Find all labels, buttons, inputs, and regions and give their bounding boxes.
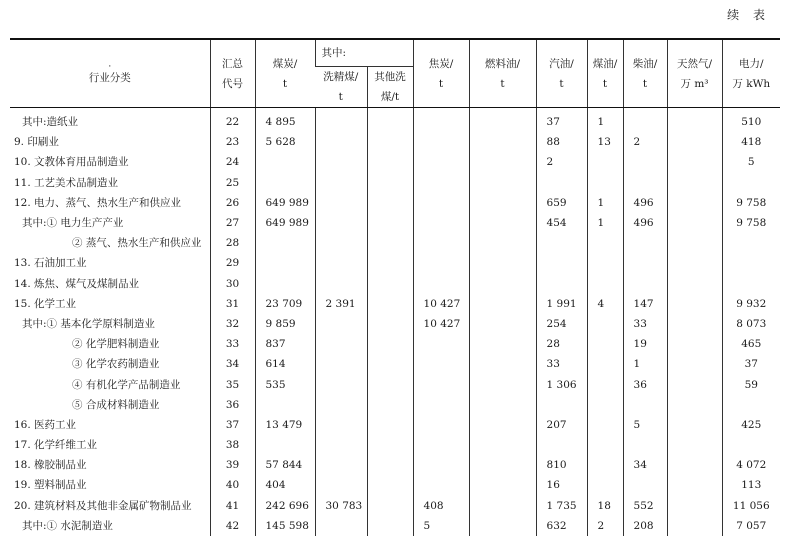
cell-washed-coal	[315, 193, 367, 213]
cell-other-washed-coal	[367, 173, 413, 193]
cell-fuel-oil	[469, 314, 536, 334]
table-row	[10, 496, 780, 516]
cell-gasoline: 632	[536, 516, 587, 536]
cell-other-washed-coal	[367, 152, 413, 172]
cell-category: ③ 化学农药制造业	[72, 358, 160, 371]
cell-electricity	[722, 435, 780, 455]
cell-category: ② 蒸气、热水生产和供应业	[72, 237, 202, 250]
cell-diesel	[623, 152, 667, 172]
cell-gasoline	[536, 253, 587, 273]
cell-fuel-oil	[469, 173, 536, 193]
cell-electricity: 465	[722, 334, 780, 354]
cell-washed-coal	[315, 314, 367, 334]
cell-fuel-oil	[469, 253, 536, 273]
cell-code: 22	[210, 108, 255, 133]
cell-other-washed-coal	[367, 213, 413, 233]
cell-raw-coal	[255, 435, 315, 455]
cell-raw-coal: 242 696	[255, 496, 315, 516]
cell-raw-coal	[255, 152, 315, 172]
cell-fuel-oil	[469, 475, 536, 495]
header-of-which: 其中:	[315, 39, 413, 67]
cell-raw-coal	[255, 233, 315, 253]
table-body	[10, 108, 780, 536]
table-row	[10, 108, 780, 133]
cell-diesel: 2	[623, 132, 667, 152]
table-row	[10, 435, 780, 455]
cell-other-washed-coal	[367, 314, 413, 334]
table-row	[10, 173, 780, 193]
cell-raw-coal: 614	[255, 354, 315, 374]
cell-fuel-oil	[469, 374, 536, 394]
cell-natural-gas	[667, 132, 722, 152]
cell-natural-gas	[667, 475, 722, 495]
cell-other-washed-coal	[367, 455, 413, 475]
cell-natural-gas	[667, 294, 722, 314]
cell-other-washed-coal	[367, 435, 413, 455]
cell-coke	[413, 193, 469, 213]
cell-diesel: 36	[623, 374, 667, 394]
cell-washed-coal	[315, 516, 367, 536]
cell-raw-coal: 9 859	[255, 314, 315, 334]
cell-gasoline: 28	[536, 334, 587, 354]
cell-fuel-oil	[469, 395, 536, 415]
cell-electricity: 59	[722, 374, 780, 394]
cell-code: 29	[210, 253, 255, 273]
cell-code: 42	[210, 516, 255, 536]
table-row	[10, 193, 780, 213]
cell-kerosene	[587, 152, 623, 172]
cell-washed-coal	[315, 253, 367, 273]
cell-electricity: 7 057	[722, 516, 780, 536]
cell-fuel-oil	[469, 455, 536, 475]
cell-gasoline	[536, 435, 587, 455]
cell-washed-coal	[315, 213, 367, 233]
cell-coke	[413, 108, 469, 133]
cell-washed-coal	[315, 274, 367, 294]
cell-kerosene	[587, 334, 623, 354]
cell-fuel-oil	[469, 193, 536, 213]
cell-diesel	[623, 274, 667, 294]
table-row	[10, 213, 780, 233]
cell-natural-gas	[667, 152, 722, 172]
cell-raw-coal	[255, 274, 315, 294]
cell-electricity: 113	[722, 475, 780, 495]
cell-natural-gas	[667, 314, 722, 334]
cell-category: 13. 石油加工业	[14, 257, 87, 270]
cell-kerosene	[587, 374, 623, 394]
cell-electricity: 9 932	[722, 294, 780, 314]
cell-gasoline: 454	[536, 213, 587, 233]
header-gasoline: 汽油/ t	[536, 39, 587, 108]
cell-diesel: 147	[623, 294, 667, 314]
cell-washed-coal	[315, 334, 367, 354]
cell-diesel: 33	[623, 314, 667, 334]
cell-code: 41	[210, 496, 255, 516]
cell-natural-gas	[667, 213, 722, 233]
cell-diesel	[623, 435, 667, 455]
cell-fuel-oil	[469, 213, 536, 233]
cell-kerosene: 1	[587, 213, 623, 233]
header-category-label: 行业分类	[88, 71, 131, 84]
cell-category: 其中:① 电力生产产业	[22, 217, 124, 230]
cell-natural-gas	[667, 516, 722, 536]
cell-code: 33	[210, 334, 255, 354]
cell-gasoline: 88	[536, 132, 587, 152]
cell-raw-coal: 5 628	[255, 132, 315, 152]
cell-raw-coal: 649 989	[255, 213, 315, 233]
cell-washed-coal	[315, 173, 367, 193]
cell-diesel: 1	[623, 354, 667, 374]
cell-category: ② 化学肥料制造业	[72, 338, 160, 351]
cell-natural-gas	[667, 274, 722, 294]
table-row	[10, 294, 780, 314]
cell-natural-gas	[667, 233, 722, 253]
cell-washed-coal	[315, 374, 367, 394]
cell-other-washed-coal	[367, 253, 413, 273]
cell-category: 其中:① 基本化学原料制造业	[22, 317, 155, 330]
cell-kerosene	[587, 354, 623, 374]
cell-raw-coal	[255, 395, 315, 415]
cell-code: 32	[210, 314, 255, 334]
cell-fuel-oil	[469, 415, 536, 435]
cell-kerosene	[587, 233, 623, 253]
cell-electricity: 9 758	[722, 193, 780, 213]
cell-kerosene	[587, 395, 623, 415]
cell-raw-coal: 404	[255, 475, 315, 495]
cell-fuel-oil	[469, 435, 536, 455]
cell-gasoline: 810	[536, 455, 587, 475]
cell-fuel-oil	[469, 334, 536, 354]
cell-electricity: 37	[722, 354, 780, 374]
cell-kerosene	[587, 173, 623, 193]
cell-kerosene: 1	[587, 108, 623, 133]
cell-kerosene	[587, 455, 623, 475]
table-row	[10, 354, 780, 374]
cell-kerosene	[587, 314, 623, 334]
table-row	[10, 455, 780, 475]
cell-gasoline	[536, 274, 587, 294]
cell-code: 31	[210, 294, 255, 314]
cell-natural-gas	[667, 108, 722, 133]
cell-coke	[413, 354, 469, 374]
cell-natural-gas	[667, 374, 722, 394]
cell-other-washed-coal	[367, 415, 413, 435]
cell-kerosene	[587, 415, 623, 435]
cell-kerosene: 18	[587, 496, 623, 516]
cell-code: 26	[210, 193, 255, 213]
cell-gasoline: 254	[536, 314, 587, 334]
cell-other-washed-coal	[367, 496, 413, 516]
cell-kerosene: 13	[587, 132, 623, 152]
cell-raw-coal	[255, 253, 315, 273]
cell-natural-gas	[667, 435, 722, 455]
cell-diesel	[623, 108, 667, 133]
cell-electricity: 5	[722, 152, 780, 172]
cell-coke	[413, 374, 469, 394]
cell-other-washed-coal	[367, 374, 413, 394]
cell-electricity: 8 073	[722, 314, 780, 334]
header-electricity: 电力/ 万 kWh	[722, 39, 780, 108]
cell-electricity: 418	[722, 132, 780, 152]
cell-raw-coal	[255, 173, 315, 193]
cell-other-washed-coal	[367, 395, 413, 415]
energy-consumption-table	[10, 38, 780, 536]
cell-coke	[413, 475, 469, 495]
cell-gasoline: 2	[536, 152, 587, 172]
cell-code: 35	[210, 374, 255, 394]
cell-diesel	[623, 395, 667, 415]
cell-fuel-oil	[469, 294, 536, 314]
header-category	[10, 39, 210, 108]
header-washed-coal: 洗精煤/ t	[315, 67, 367, 108]
cell-natural-gas	[667, 193, 722, 213]
cell-other-washed-coal	[367, 233, 413, 253]
table-row	[10, 233, 780, 253]
cell-electricity	[722, 395, 780, 415]
cell-category: 17. 化学纤维工业	[14, 439, 98, 452]
cell-raw-coal: 4 895	[255, 108, 315, 133]
cell-kerosene	[587, 475, 623, 495]
table-row	[10, 415, 780, 435]
cell-gasoline: 16	[536, 475, 587, 495]
cell-fuel-oil	[469, 132, 536, 152]
cell-gasoline: 1 735	[536, 496, 587, 516]
cell-gasoline	[536, 173, 587, 193]
cell-washed-coal	[315, 395, 367, 415]
cell-category: 14. 炼焦、煤气及煤制品业	[14, 277, 140, 290]
cell-diesel: 208	[623, 516, 667, 536]
cell-other-washed-coal	[367, 274, 413, 294]
header-code: 汇总 代号	[210, 39, 255, 108]
cell-other-washed-coal	[367, 475, 413, 495]
table-row	[10, 475, 780, 495]
continued-label: 续 表	[727, 8, 770, 22]
cell-natural-gas	[667, 334, 722, 354]
cell-other-washed-coal	[367, 108, 413, 133]
header-natural-gas: 天然气/ 万 m³	[667, 39, 722, 108]
cell-diesel: 496	[623, 193, 667, 213]
cell-electricity	[722, 233, 780, 253]
cell-category: 16. 医药工业	[14, 418, 77, 431]
cell-kerosene	[587, 435, 623, 455]
cell-coke: 5	[413, 516, 469, 536]
cell-fuel-oil	[469, 354, 536, 374]
table-row	[10, 253, 780, 273]
cell-washed-coal	[315, 475, 367, 495]
header-diesel: 柴油/ t	[623, 39, 667, 108]
cell-category: ⑤ 合成材料制造业	[72, 398, 160, 411]
cell-coke	[413, 415, 469, 435]
cell-kerosene	[587, 253, 623, 273]
cell-gasoline: 1 991	[536, 294, 587, 314]
cell-electricity: 11 056	[722, 496, 780, 516]
cell-category: 15. 化学工业	[14, 297, 77, 310]
cell-washed-coal	[315, 132, 367, 152]
cell-code: 36	[210, 395, 255, 415]
cell-fuel-oil	[469, 516, 536, 536]
cell-raw-coal: 837	[255, 334, 315, 354]
table-row	[10, 314, 780, 334]
table-row	[10, 516, 780, 536]
cell-fuel-oil	[469, 152, 536, 172]
cell-other-washed-coal	[367, 354, 413, 374]
cell-gasoline	[536, 233, 587, 253]
cell-coke	[413, 455, 469, 475]
cell-category: 9. 印刷业	[14, 136, 59, 149]
cell-natural-gas	[667, 173, 722, 193]
table-header	[10, 39, 780, 108]
cell-gasoline: 207	[536, 415, 587, 435]
cell-electricity	[722, 173, 780, 193]
cell-category: 20. 建筑材料及其他非金属矿物制品业	[14, 499, 192, 512]
cell-raw-coal: 145 598	[255, 516, 315, 536]
cell-code: 37	[210, 415, 255, 435]
cell-code: 30	[210, 274, 255, 294]
table-row	[10, 132, 780, 152]
cell-other-washed-coal	[367, 132, 413, 152]
cell-code: 34	[210, 354, 255, 374]
cell-coke: 10 427	[413, 294, 469, 314]
cell-gasoline: 659	[536, 193, 587, 213]
cell-category: 10. 文教体育用品制造业	[14, 156, 129, 169]
cell-electricity	[722, 253, 780, 273]
cell-coke	[413, 213, 469, 233]
cell-category: ④ 有机化学产品制造业	[72, 378, 181, 391]
cell-gasoline: 1 306	[536, 374, 587, 394]
cell-category: 18. 橡胶制品业	[14, 459, 87, 472]
cell-gasoline	[536, 395, 587, 415]
cell-code: 25	[210, 173, 255, 193]
header-kerosene: 煤油/ t	[587, 39, 623, 108]
table-row	[10, 374, 780, 394]
cell-code: 28	[210, 233, 255, 253]
cell-washed-coal	[315, 415, 367, 435]
cell-coke: 10 427	[413, 314, 469, 334]
cell-category: 11. 工艺美术品制造业	[14, 176, 119, 189]
cell-washed-coal	[315, 354, 367, 374]
cell-diesel	[623, 253, 667, 273]
cell-electricity	[722, 274, 780, 294]
cell-electricity: 510	[722, 108, 780, 133]
cell-diesel: 496	[623, 213, 667, 233]
cell-electricity: 4 072	[722, 455, 780, 475]
cell-fuel-oil	[469, 496, 536, 516]
table-row	[10, 395, 780, 415]
header-fuel-oil: 燃料油/ t	[469, 39, 536, 108]
header-category-mark: ·	[108, 61, 112, 72]
cell-other-washed-coal	[367, 516, 413, 536]
cell-natural-gas	[667, 253, 722, 273]
cell-raw-coal: 13 479	[255, 415, 315, 435]
cell-diesel	[623, 233, 667, 253]
cell-washed-coal	[315, 455, 367, 475]
cell-code: 38	[210, 435, 255, 455]
cell-washed-coal	[315, 233, 367, 253]
cell-diesel	[623, 475, 667, 495]
cell-kerosene	[587, 274, 623, 294]
cell-kerosene: 2	[587, 516, 623, 536]
table-row	[10, 152, 780, 172]
cell-diesel: 5	[623, 415, 667, 435]
cell-code: 23	[210, 132, 255, 152]
header-raw-coal: 煤炭/ t	[255, 39, 315, 108]
cell-natural-gas	[667, 395, 722, 415]
cell-coke	[413, 152, 469, 172]
cell-raw-coal: 23 709	[255, 294, 315, 314]
table-row	[10, 334, 780, 354]
cell-category: 12. 电力、蒸气、热水生产和供应业	[14, 196, 182, 209]
cell-coke	[413, 395, 469, 415]
cell-coke	[413, 253, 469, 273]
cell-natural-gas	[667, 415, 722, 435]
cell-raw-coal: 57 844	[255, 455, 315, 475]
cell-diesel: 552	[623, 496, 667, 516]
cell-code: 40	[210, 475, 255, 495]
cell-coke	[413, 132, 469, 152]
cell-coke	[413, 274, 469, 294]
cell-other-washed-coal	[367, 294, 413, 314]
cell-category: 其中:造纸业	[22, 116, 79, 129]
cell-diesel	[623, 173, 667, 193]
cell-other-washed-coal	[367, 193, 413, 213]
cell-fuel-oil	[469, 233, 536, 253]
header-other-washed-coal: 其他洗 煤/t	[367, 67, 413, 108]
cell-diesel: 34	[623, 455, 667, 475]
table-row	[10, 274, 780, 294]
cell-code: 39	[210, 455, 255, 475]
cell-gasoline: 37	[536, 108, 587, 133]
cell-coke	[413, 334, 469, 354]
cell-code: 27	[210, 213, 255, 233]
cell-coke	[413, 435, 469, 455]
cell-kerosene: 1	[587, 193, 623, 213]
cell-washed-coal	[315, 435, 367, 455]
cell-coke	[413, 173, 469, 193]
cell-kerosene: 4	[587, 294, 623, 314]
cell-category: 其中:① 水泥制造业	[22, 519, 113, 532]
cell-code: 24	[210, 152, 255, 172]
cell-fuel-oil	[469, 274, 536, 294]
cell-gasoline: 33	[536, 354, 587, 374]
cell-raw-coal: 535	[255, 374, 315, 394]
cell-natural-gas	[667, 496, 722, 516]
cell-electricity: 425	[722, 415, 780, 435]
cell-diesel: 19	[623, 334, 667, 354]
cell-other-washed-coal	[367, 334, 413, 354]
header-coke: 焦炭/ t	[413, 39, 469, 108]
cell-category: 19. 塑料制品业	[14, 479, 87, 492]
cell-electricity: 9 758	[722, 213, 780, 233]
cell-coke: 408	[413, 496, 469, 516]
cell-washed-coal: 30 783	[315, 496, 367, 516]
cell-fuel-oil	[469, 108, 536, 133]
cell-washed-coal: 2 391	[315, 294, 367, 314]
cell-coke	[413, 233, 469, 253]
cell-washed-coal	[315, 152, 367, 172]
cell-washed-coal	[315, 108, 367, 133]
cell-natural-gas	[667, 354, 722, 374]
cell-raw-coal: 649 989	[255, 193, 315, 213]
cell-natural-gas	[667, 455, 722, 475]
